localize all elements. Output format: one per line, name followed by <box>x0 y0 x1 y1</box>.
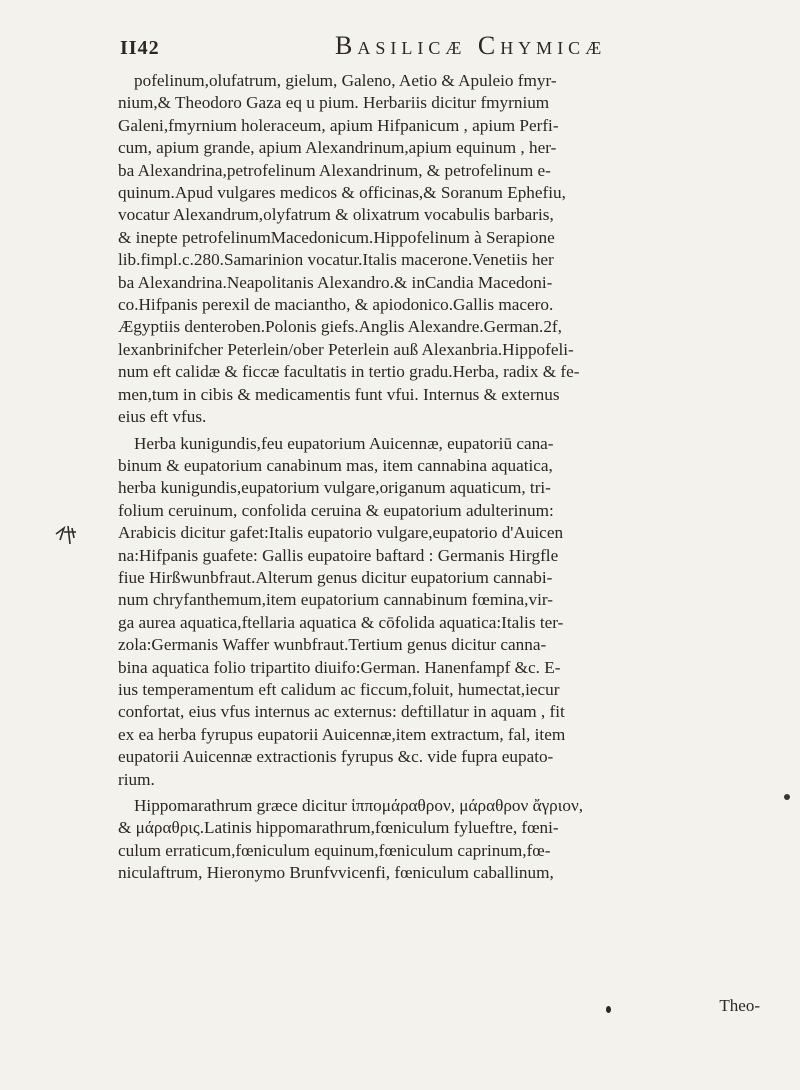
text-line: lib.fimpl.c.280.Samarinion vocatur.Italis macerone.Venetiis her <box>118 250 554 270</box>
text-line: eius eft vfus. <box>118 407 207 427</box>
text-line: nium,& Theodoro Gaza eq u pium. Herbariis dicitur fmyrnium <box>118 93 550 113</box>
hand-drawn-bracket-mark-icon <box>50 510 90 550</box>
text-line: Arabicis dicitur gafet:Italis eupatorio vulgare,eupatorio d'Auicen <box>118 523 564 543</box>
text-line: ius temperamentum eft calidum ac ficcum,foluit, humectat,iecur <box>118 679 560 699</box>
paragraph <box>118 795 794 885</box>
text-line: co.Hifpanis perexil de maciantho, & apiodonico.Gallis macero. <box>118 295 554 315</box>
text-line: fiue Hirßwunbfraut.Alterum genus dicitur eupatorium cannabi- <box>118 567 553 587</box>
text-line: ba Alexandrina.Neapolitanis Alexandro.& inCandia Macedoni- <box>118 272 553 292</box>
text-line: Galeni,fmyrnium holeraceum, apium Hifpanicum , apium Perfi- <box>118 115 559 135</box>
text-line: Hippomarathrum græce dicitur ἱππομάραθρον, μάραθρον ἄγριον, <box>134 796 584 815</box>
text-line: confortat, eius vfus internus ac externus: deftillatur in aquam , fit <box>118 702 565 722</box>
text-line: & inepte petrofelinumMacedonicum.Hippofelinum à Serapione <box>118 227 555 247</box>
text-line: zola:Germanis Waffer wunbfraut.Tertium genus dicitur canna- <box>118 635 547 655</box>
text-line: binum & eupatorium canabinum mas, item cannabina aquatica, <box>118 455 553 475</box>
text-line: Herba kunigundis,feu eupatorium Auicennæ, eupatoriū cana- <box>134 433 554 453</box>
text-line: & μάραθρις.Latinis hippomarathrum,fœniculum fylueftre, fœni- <box>118 818 559 838</box>
page-number: II42 <box>120 37 160 59</box>
body-text <box>118 70 794 885</box>
text-line: ga aurea aquatica,ftellaria aquatica & cōfolida aquatica:Italis ter- <box>118 612 564 632</box>
text-line: ba Alexandrina,petrofelinum Alexandrinum, & petrofelinum e- <box>118 160 551 180</box>
text-line: men,tum in cibis & medicamentis funt vfui. Internus & externus <box>118 384 560 404</box>
page-header <box>120 25 760 65</box>
text-line: niculaftrum, Hieronymo Brunfvvicenfi, fœniculum caballinum, <box>118 863 554 883</box>
paragraph <box>118 70 794 429</box>
text-line: pofelinum,olufatrum, gielum, Galeno, Aetio & Apuleio fmyr- <box>134 71 557 90</box>
text-line: culum erraticum,fœniculum equinum,fœniculum caprinum,fœ- <box>118 840 551 860</box>
text-line: lexanbrinifcher Peterlein/ober Peterlein auß Alexanbria.Hippofeli- <box>118 339 574 359</box>
text-line: eupatorii Auicennæ extractionis fyrupus &c. vide fupra eupato- <box>118 747 554 767</box>
paragraph <box>118 433 794 792</box>
ink-spot <box>784 794 790 800</box>
text-line: ex ea herba fyrupus eupatorii Auicennæ,item extractum, fal, item <box>118 724 566 744</box>
running-title: Basilicæ Chymicæ <box>335 31 607 60</box>
text-line: bina aquatica folio tripartito diuifo:German. Hanenfampf &c. E- <box>118 657 561 677</box>
text-line: folium ceruinum, confolida ceruina & eupatorium adulterinum: <box>118 500 554 520</box>
text-line: num eft calidæ & ficcæ facultatis in tertio gradu.Herba, radix & fe- <box>118 362 580 382</box>
text-line: rium. <box>118 769 155 789</box>
text-line: herba kunigundis,eupatorium vulgare,origanum aquaticum, tri- <box>118 478 551 498</box>
text-line: vocatur Alexandrum,olyfatrum & olixatrum vocabulis barbaris, <box>118 205 554 225</box>
ink-spot-lower <box>606 1006 611 1013</box>
text-line: Ægyptiis denteroben.Polonis giefs.Anglis Alexandre.German.2f, <box>118 317 562 337</box>
text-line: num chryfanthemum,item eupatorium cannabinum fœmina,vir- <box>118 590 553 610</box>
text-line: cum, apium grande, apium Alexandrinum,apium equinum , her- <box>118 138 557 158</box>
catchword: Theo- <box>719 996 760 1015</box>
text-line: quinum.Apud vulgares medicos & officinas,& Soranum Ephefiu, <box>118 183 566 203</box>
text-line: na:Hifpanis guafete: Gallis eupatoire baftard : Germanis Hirgfle <box>118 545 559 565</box>
